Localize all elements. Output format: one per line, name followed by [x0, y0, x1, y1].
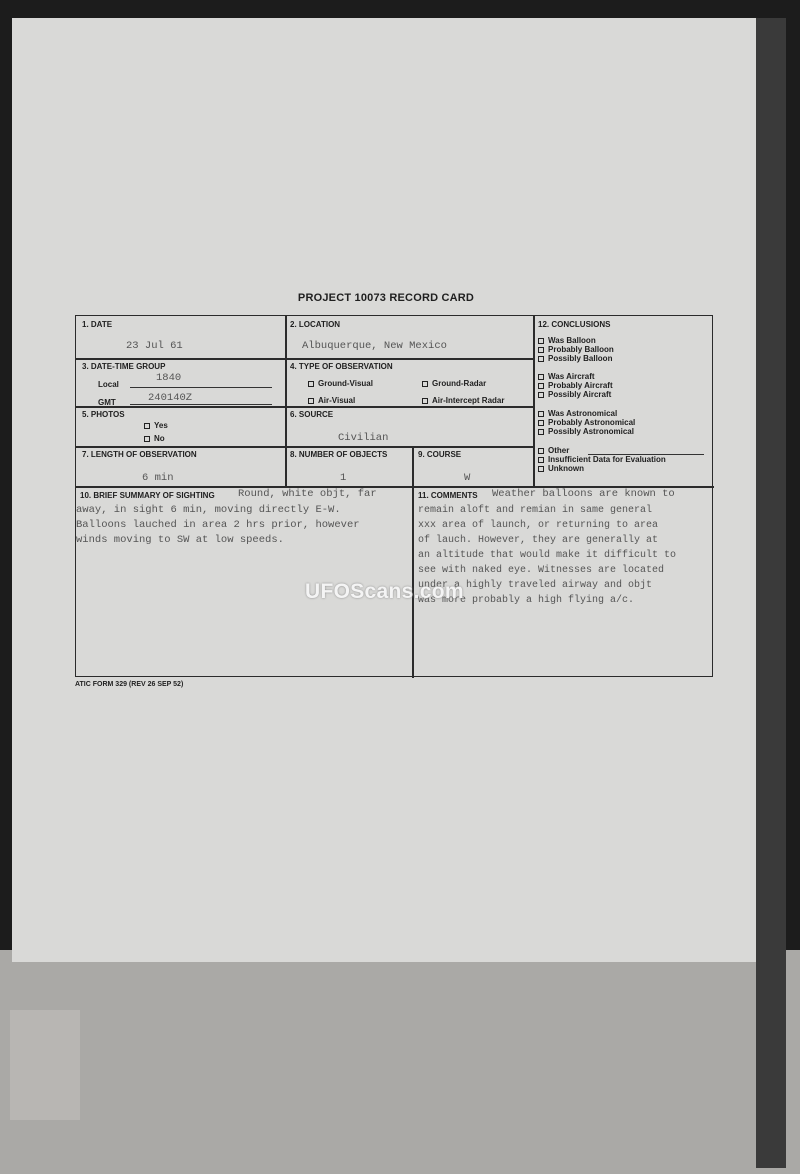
- checkbox-icon: [422, 398, 428, 404]
- dtg-gmt-label: GMT: [98, 398, 116, 407]
- source-value: Civilian: [338, 432, 389, 444]
- summary-label: 10. BRIEF SUMMARY OF SIGHTING: [80, 491, 215, 500]
- conclusion-possibly-astronomical[interactable]: Possibly Astronomical: [538, 427, 634, 436]
- option-ground-radar[interactable]: Ground-Radar: [422, 379, 486, 388]
- conclusion-insufficient-data[interactable]: Insufficient Data for Evaluation: [538, 455, 666, 464]
- date-label: 1. DATE: [82, 320, 113, 329]
- location-value: Albuquerque, New Mexico: [302, 340, 447, 352]
- length-label: 7. LENGTH OF OBSERVATION: [82, 450, 197, 459]
- summary-first-line: Round, white objt, far: [238, 488, 377, 500]
- summary-text: away, in sight 6 min, moving directly E-W. Balloons lauched in area 2 hrs prior, however winds moving to SW at low speeds.: [76, 504, 360, 546]
- option-ground-visual[interactable]: Ground-Visual: [308, 379, 373, 388]
- divider-col2: [412, 446, 414, 678]
- background-smudge: [10, 1010, 80, 1120]
- photos-no[interactable]: No: [144, 434, 165, 443]
- dtg-local-label: Local: [98, 380, 119, 389]
- page-shadow: [756, 18, 786, 1168]
- conclusions-label: 12. CONCLUSIONS: [538, 320, 611, 329]
- num-objects-value: 1: [340, 472, 347, 484]
- row-line-1: [76, 358, 533, 360]
- dtg-local-value: 1840: [156, 372, 182, 384]
- conclusion-was-balloon[interactable]: Was Balloon: [538, 336, 596, 345]
- photos-label: 5. PHOTOS: [82, 410, 125, 419]
- comments-first-line: Weather balloons are known to: [492, 488, 675, 500]
- comments-label: 11. COMMENTS: [418, 491, 478, 500]
- row-line-2: [76, 406, 533, 408]
- num-objects-label: 8. NUMBER OF OBJECTS: [290, 450, 388, 459]
- type-obs-label: 4. TYPE OF OBSERVATION: [290, 362, 393, 371]
- dtg-gmt-line: [130, 404, 272, 405]
- comments-text: remain aloft and remian in same general xxx area of launch, or returning to area of lauch. However, they are generally at an altitude that would make it difficult to see with naked eye. Witnesses are located under a highly traveled airway and objt was more probably a high flying a/c.: [418, 505, 677, 606]
- dtg-label: 3. DATE-TIME GROUP: [82, 362, 166, 371]
- checkbox-icon: [422, 381, 428, 387]
- checkbox-icon: [538, 347, 544, 353]
- conclusion-was-astronomical[interactable]: Was Astronomical: [538, 409, 617, 418]
- conclusion-other[interactable]: Other: [538, 446, 569, 455]
- conclusion-possibly-balloon[interactable]: Possibly Balloon: [538, 354, 612, 363]
- source-label: 6. SOURCE: [290, 410, 334, 419]
- option-air-visual[interactable]: Air-Visual: [308, 396, 355, 405]
- conclusion-possibly-aircraft[interactable]: Possibly Aircraft: [538, 390, 611, 399]
- date-value: 23 Jul 61: [126, 340, 183, 352]
- photos-yes[interactable]: Yes: [144, 421, 168, 430]
- background-surface: [0, 950, 800, 1174]
- length-value: 6 min: [142, 472, 174, 484]
- checkbox-icon: [538, 392, 544, 398]
- checkbox-icon: [538, 448, 544, 454]
- checkbox-icon: [538, 429, 544, 435]
- checkbox-icon: [538, 356, 544, 362]
- checkbox-icon: [538, 457, 544, 463]
- conclusion-unknown[interactable]: Unknown: [538, 464, 584, 473]
- divider-conclusions: [533, 316, 535, 486]
- checkbox-icon: [538, 466, 544, 472]
- checkbox-icon: [538, 338, 544, 344]
- course-value: W: [464, 472, 471, 484]
- record-card: [75, 315, 713, 677]
- card-title: PROJECT 10073 RECORD CARD: [297, 292, 475, 304]
- checkbox-icon: [144, 436, 150, 442]
- row-line-3: [76, 446, 533, 448]
- dtg-gmt-value: 240140Z: [148, 392, 193, 404]
- document-page: [12, 18, 756, 962]
- watermark: UFOScans.com: [305, 580, 464, 603]
- option-air-intercept-radar[interactable]: Air-Intercept Radar: [422, 396, 504, 405]
- divider-col1: [285, 316, 287, 486]
- checkbox-icon: [538, 374, 544, 380]
- checkbox-icon: [538, 383, 544, 389]
- checkbox-icon: [144, 423, 150, 429]
- checkbox-icon: [308, 398, 314, 404]
- form-id: ATIC FORM 329 (REV 26 SEP 52): [75, 681, 184, 688]
- conclusion-was-aircraft[interactable]: Was Aircraft: [538, 372, 595, 381]
- checkbox-icon: [538, 411, 544, 417]
- location-label: 2. LOCATION: [290, 320, 341, 329]
- dtg-local-line: [130, 387, 272, 388]
- checkbox-icon: [538, 420, 544, 426]
- conclusion-probably-aircraft[interactable]: Probably Aircraft: [538, 381, 613, 390]
- course-label: 9. COURSE: [418, 450, 462, 459]
- checkbox-icon: [308, 381, 314, 387]
- conclusion-probably-astronomical[interactable]: Probably Astronomical: [538, 418, 635, 427]
- conclusion-probably-balloon[interactable]: Probably Balloon: [538, 345, 614, 354]
